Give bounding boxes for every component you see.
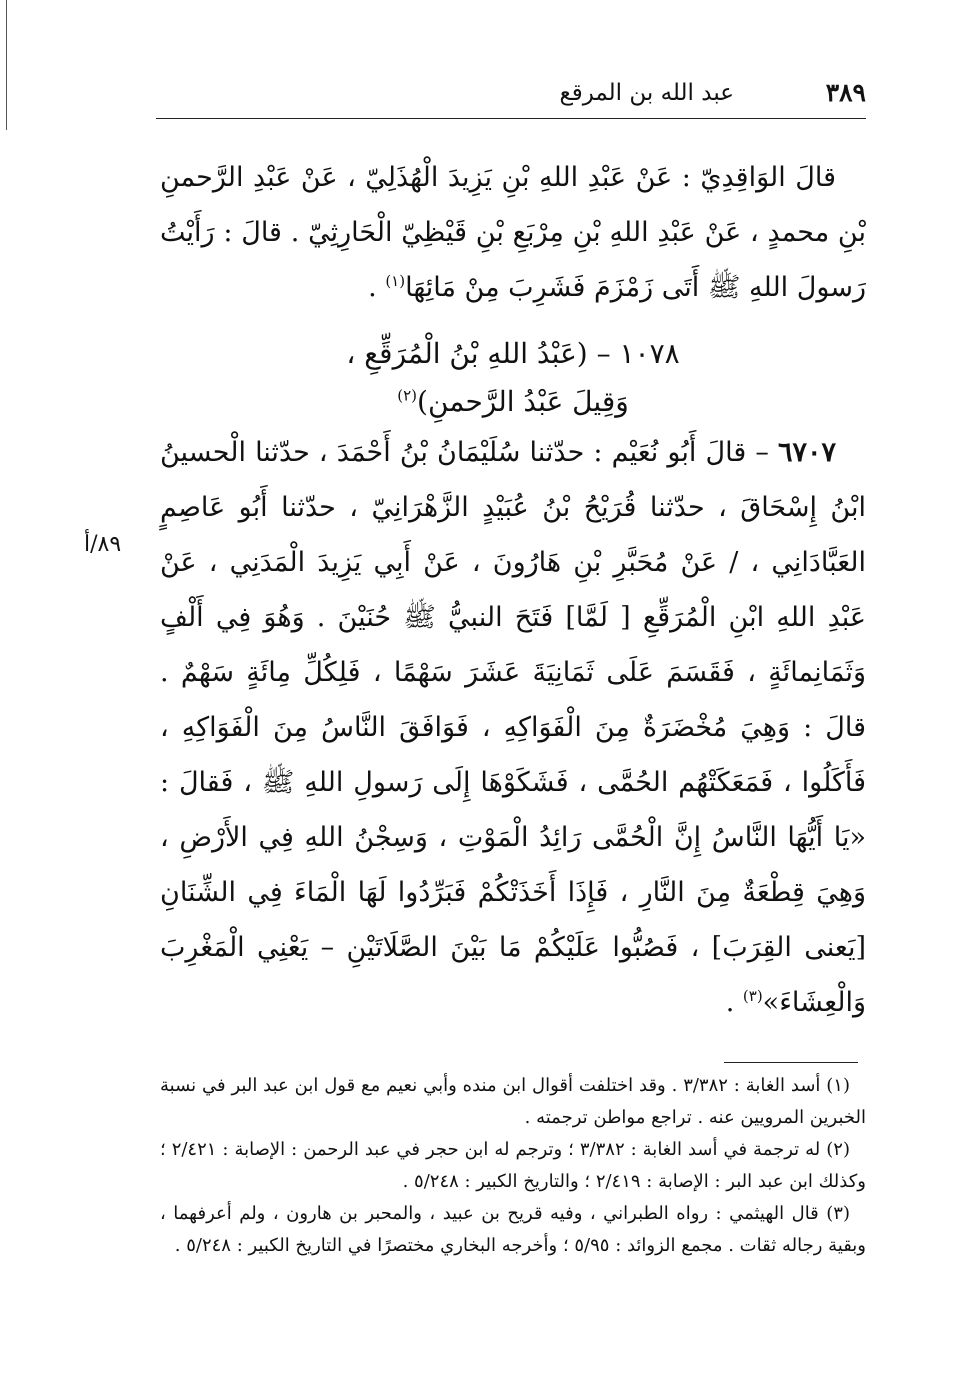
entry-title-line-2 xyxy=(160,378,866,426)
entry-number: ٦٧٠٧ xyxy=(777,437,836,468)
paragraph-1-text: قالَ الوَاقِدِيّ : عَنْ عَبْدِ اللهِ بْنِ يَزِيدَ الْهُذَلِيّ ، عَنْ عَبْدِ الرَّحمنِ بْنِ محمدٍ ، عَنْ عَبْدِ اللهِ بْنِ مِرْبَعِ بْنِ قَيْظِيّ الْحَارِثِيّ . قالَ : رَأَيْتُ رَسولَ اللهِ ﷺ أَتَى زَمْزَمَ فَشَرِبَ مِنْ مَائِهَا xyxy=(160,162,866,303)
footnotes xyxy=(160,1070,866,1262)
paragraph-1-end: . xyxy=(368,272,386,303)
running-title: عبد الله بن المرقع xyxy=(559,80,734,106)
footnote-1: (١) أسد الغابة : ٣/٣٨٢ . وقد اختلفت أقوال ابن منده وأبي نعيم مع قول ابن عبد البر في نسبة الخبرين المرويين عنه . تراجع مواطن ترجمته . xyxy=(160,1075,866,1128)
scan-edge-line xyxy=(6,0,7,130)
entry-title-line-2-text: وَقِيلَ عَبْدُ الرَّحمنِ) xyxy=(417,385,629,418)
page-number: ٣٨٩ xyxy=(825,78,866,107)
footnote-separator xyxy=(724,1062,858,1063)
footnote-mark-1: (١) xyxy=(385,272,406,290)
footnote-mark-3: (٣) xyxy=(742,987,763,1005)
manuscript-folio-reference: ٨٩/أ xyxy=(84,532,122,557)
footnote-3: (٣) قال الهيثمي : رواه الطبراني ، وفيه قريح بن عبيد ، والمحبر بن هارون ، ولم أعرفهما ، وبقية رجاله ثقات . مجمع الزوائد : ٥/٩٥ ؛ وأخرجه البخاري مختصرًا في التاريخ الكبير : ٥/٢٤٨ . xyxy=(160,1203,866,1256)
paragraph-1 xyxy=(160,150,866,315)
footnote-2: (٢) له ترجمة في أسد الغابة : ٣/٣٨٢ ؛ وترجم له ابن حجر في عبد الرحمن : الإصابة : ٢/٤٢١ ؛ وكذلك ابن عبد البر : الإصابة : ٢/٤١٩ ؛ والتاريخ الكبير : ٥/٢٤٨ . xyxy=(160,1139,866,1192)
paragraph-2-text: – قالَ أَبُو نُعَيْم : حدّثنا سُلَيْمَانُ بْنُ أَحْمَدَ ، حدّثنا الْحسينُ ابْنُ إِسْحَاقَ ، حدّثنا قُرَيْحُ بْنُ عُبَيْدٍ الزَّهْرَانِيّ ، حدّثنا أَبُو عَاصِمٍ العَبَّادَانِي ، / عَنْ مُحَبَّرِ بْنِ هَارُونَ ، عَنْ أَبِي يَزِيدَ الْمَدَنِي ، عَنْ عَبْدِ اللهِ ابْنِ الْمُرَقِّعِ [ لَمَّا] فَتَحَ النبيُّ ﷺ حُنَيْنَ . وَهُوَ فِي أَلْفٍ وَثَمَانِمائَةٍ ، فَقَسَمَ عَلَى ثَمَانِيَةَ عَشَرَ سَهْمًا ، فَلِكُلِّ مِائَةٍ سَهْمٌ . قالَ : وَهِيَ مُخْضَرَةٌ مِنَ الْفَوَاكِهِ ، فَوَافَقَ النَّاسُ مِنَ الْفَوَاكِهِ ، فَأَكَلُوا ، فَمَعَكَتْهُم الحُمَّى ، فَشَكَوْهَا إِلَى رَسولِ اللهِ ﷺ ، فَقالَ : «يَا أَيُّهَا النَّاسُ إِنَّ الْحُمَّى رَائِدُ الْمَوْتِ ، وَسِجْنُ اللهِ فِي الأَرْضِ ، وَهِيَ قِطْعَةٌ مِنَ النَّارِ ، فَإِذَا أَخَذَتْكُمْ فَبَرِّدُوا لَهَا الْمَاءَ فِي الشِّنَانِ [يَعنى القِرَبَ] ، فَصُبُّوا عَلَيْكُمْ مَا بَيْنَ الصَّلَاتَيْنِ – يَعْنِي الْمَغْرِبَ وَالْعِشَاءَ» xyxy=(160,437,866,1018)
entry-title xyxy=(160,330,866,426)
entry-title-line-1: ١٠٧٨ – (عَبْدُ اللهِ بْنُ الْمُرَقِّعِ ، xyxy=(346,337,680,370)
paragraph-2-end: . xyxy=(725,987,743,1018)
page-header xyxy=(156,72,866,119)
paragraph-2 xyxy=(160,425,866,1030)
footnote-mark-2: (٢) xyxy=(397,386,418,405)
